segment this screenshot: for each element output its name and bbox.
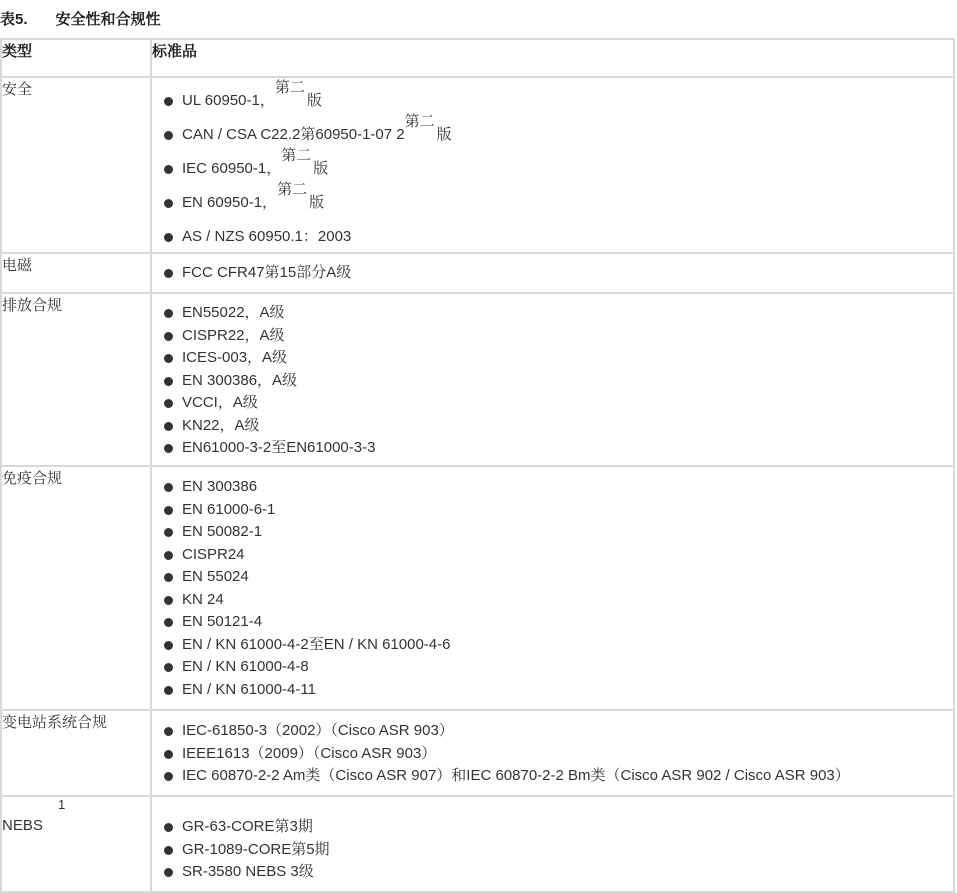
bullet-icon	[164, 868, 173, 877]
standard-text: ICES-003，A级	[182, 349, 288, 366]
standard-text: CAN / CSA C22.2第60950-1-07 2	[182, 126, 405, 143]
standard-text: EN / KN 61000-4-2至EN / KN 61000-4-6	[182, 635, 451, 653]
standard-text: KN22，A级	[182, 416, 260, 434]
list-item	[162, 181, 953, 226]
bullet-icon	[164, 269, 173, 278]
bullet-icon	[164, 354, 173, 363]
bullet-icon	[164, 377, 173, 386]
category-cell	[1, 796, 151, 892]
standard-text: SR-3580 NEBS 3级	[182, 863, 314, 880]
list-item	[162, 743, 953, 766]
bullet-icon	[164, 750, 173, 759]
standards-list	[152, 711, 953, 788]
standards-cell	[151, 77, 954, 253]
category-label: NEBS	[2, 817, 43, 834]
list-item	[162, 544, 953, 567]
bullet-icon	[164, 332, 173, 341]
category-label: 电磁	[2, 257, 33, 274]
list-item	[162, 656, 953, 679]
bullet-icon	[164, 618, 173, 627]
standard-text: EN61000-3-2至EN61000-3-3	[182, 439, 376, 456]
standard-text: GR-63-CORE第3期	[182, 818, 313, 835]
standards-list	[152, 294, 953, 460]
standard-text: EN 300386，A级	[182, 371, 298, 389]
standards-cell	[151, 253, 954, 293]
standard-text: EN / KN 61000-4-8	[182, 658, 309, 675]
list-item	[162, 415, 953, 438]
category-label: 免疫合规	[2, 470, 63, 487]
edition-superscript: 第二	[274, 79, 305, 96]
edition-superscript-wrap	[281, 147, 313, 173]
table-row	[1, 796, 954, 892]
bullet-icon	[164, 199, 173, 208]
category-cell	[1, 466, 151, 710]
edition-superscript: 第二	[404, 113, 435, 130]
list-item	[162, 262, 953, 285]
bullet-icon	[164, 97, 173, 106]
bullet-icon	[164, 573, 173, 582]
table-row	[1, 253, 954, 293]
edition-suffix: 版	[309, 194, 325, 211]
list-item	[162, 325, 953, 348]
compliance-table	[0, 38, 955, 893]
bullet-icon	[164, 506, 173, 515]
standard-text: IEC 60950-1，	[182, 160, 282, 177]
standards-list	[152, 467, 953, 701]
edition-suffix: 版	[313, 160, 329, 177]
standard-text: GR-1089-CORE第5期	[182, 840, 330, 858]
bullet-icon	[164, 663, 173, 672]
bullet-icon	[164, 772, 173, 781]
bullet-icon	[164, 641, 173, 650]
list-item	[162, 839, 953, 862]
standard-text: CISPR22，A级	[182, 326, 285, 344]
list-item	[162, 611, 953, 634]
edition-superscript-wrap	[277, 181, 309, 207]
table-row	[1, 710, 954, 796]
footnote-marker: 1	[58, 797, 66, 812]
bullet-icon	[164, 823, 173, 832]
list-item	[162, 765, 953, 788]
list-item	[162, 302, 953, 325]
standard-text: EN / KN 61000-4-11	[182, 680, 316, 698]
bullet-icon	[164, 399, 173, 408]
bullet-icon	[164, 444, 173, 453]
bullet-icon	[164, 483, 173, 492]
bullet-icon	[164, 233, 173, 242]
list-item	[162, 521, 953, 544]
table-row	[1, 77, 954, 253]
bullet-icon	[164, 727, 173, 736]
list-item	[162, 226, 953, 248]
list-item	[162, 392, 953, 415]
standard-text: FCC CFR47第15部分A级	[182, 264, 352, 281]
table-number: 表5.	[0, 11, 28, 28]
standard-text: EN 61000-6-1	[182, 500, 276, 518]
table-title: 安全性和合规性	[55, 11, 161, 28]
category-label: 排放合规	[2, 297, 63, 314]
standard-text: EN 50121-4	[182, 613, 263, 630]
standards-list	[152, 78, 953, 248]
table-header-row	[1, 39, 954, 77]
list-item	[162, 476, 953, 499]
category-label: 安全	[2, 81, 33, 98]
edition-superscript-wrap	[274, 79, 307, 105]
standard-text: UL 60950-1，	[182, 92, 275, 109]
edition-superscript: 第二	[281, 147, 312, 164]
list-item	[162, 566, 953, 589]
category-cell	[1, 77, 151, 253]
edition-suffix: 版	[436, 126, 452, 143]
list-item	[162, 634, 953, 657]
standards-cell	[151, 293, 954, 466]
list-item	[162, 370, 953, 393]
standards-cell	[151, 796, 954, 892]
bullet-icon	[164, 131, 173, 140]
standards-list	[152, 254, 953, 285]
list-item	[162, 499, 953, 522]
table-row	[1, 466, 954, 710]
standard-text: IEC-61850-3（2002）（Cisco ASR 903）	[182, 722, 454, 739]
standard-text: IEEE1613（2009）（Cisco ASR 903）	[182, 744, 437, 762]
category-cell	[1, 710, 151, 796]
standards-cell	[151, 710, 954, 796]
bullet-icon	[164, 596, 173, 605]
list-item	[162, 720, 953, 743]
header-type: 类型	[1, 39, 151, 77]
edition-superscript-wrap	[404, 113, 437, 139]
header-standard: 标准品	[151, 39, 954, 77]
bullet-icon	[164, 528, 173, 537]
bullet-icon	[164, 422, 173, 431]
bullet-icon	[164, 846, 173, 855]
list-item	[162, 816, 953, 839]
bullet-icon	[164, 165, 173, 174]
category-cell	[1, 293, 151, 466]
table-caption	[0, 8, 161, 29]
edition-superscript: 第二	[277, 181, 308, 198]
list-item	[162, 437, 953, 460]
standard-text: CISPR24	[182, 545, 245, 563]
list-item	[162, 679, 953, 702]
category-cell	[1, 253, 151, 293]
list-item	[162, 79, 953, 124]
standard-text: IEC 60870-2-2 Am类（Cisco ASR 907）和IEC 60870-2-2 Bm类（Cisco ASR 902 / Cisco ASR 903）	[182, 767, 850, 784]
standard-text: EN 300386	[182, 478, 258, 495]
bullet-icon	[164, 309, 173, 318]
standards-cell	[151, 466, 954, 710]
standard-text: EN 55024	[182, 568, 249, 585]
bullet-icon	[164, 551, 173, 560]
list-item	[162, 861, 953, 884]
edition-suffix: 版	[306, 92, 322, 109]
standard-text: EN55022，A级	[182, 304, 285, 321]
standard-text: EN 60950-1，	[182, 194, 278, 211]
list-item	[162, 589, 953, 612]
list-item	[162, 347, 953, 370]
bullet-icon	[164, 686, 173, 695]
standard-text: EN 50082-1	[182, 523, 263, 540]
category-label: 变电站系统合规	[2, 714, 108, 731]
standard-text: KN 24	[182, 590, 224, 608]
standards-list	[152, 797, 953, 884]
standard-text: VCCI，A级	[182, 394, 258, 411]
standard-text: AS / NZS 60950.1：2003	[182, 228, 352, 245]
table-row	[1, 293, 954, 466]
